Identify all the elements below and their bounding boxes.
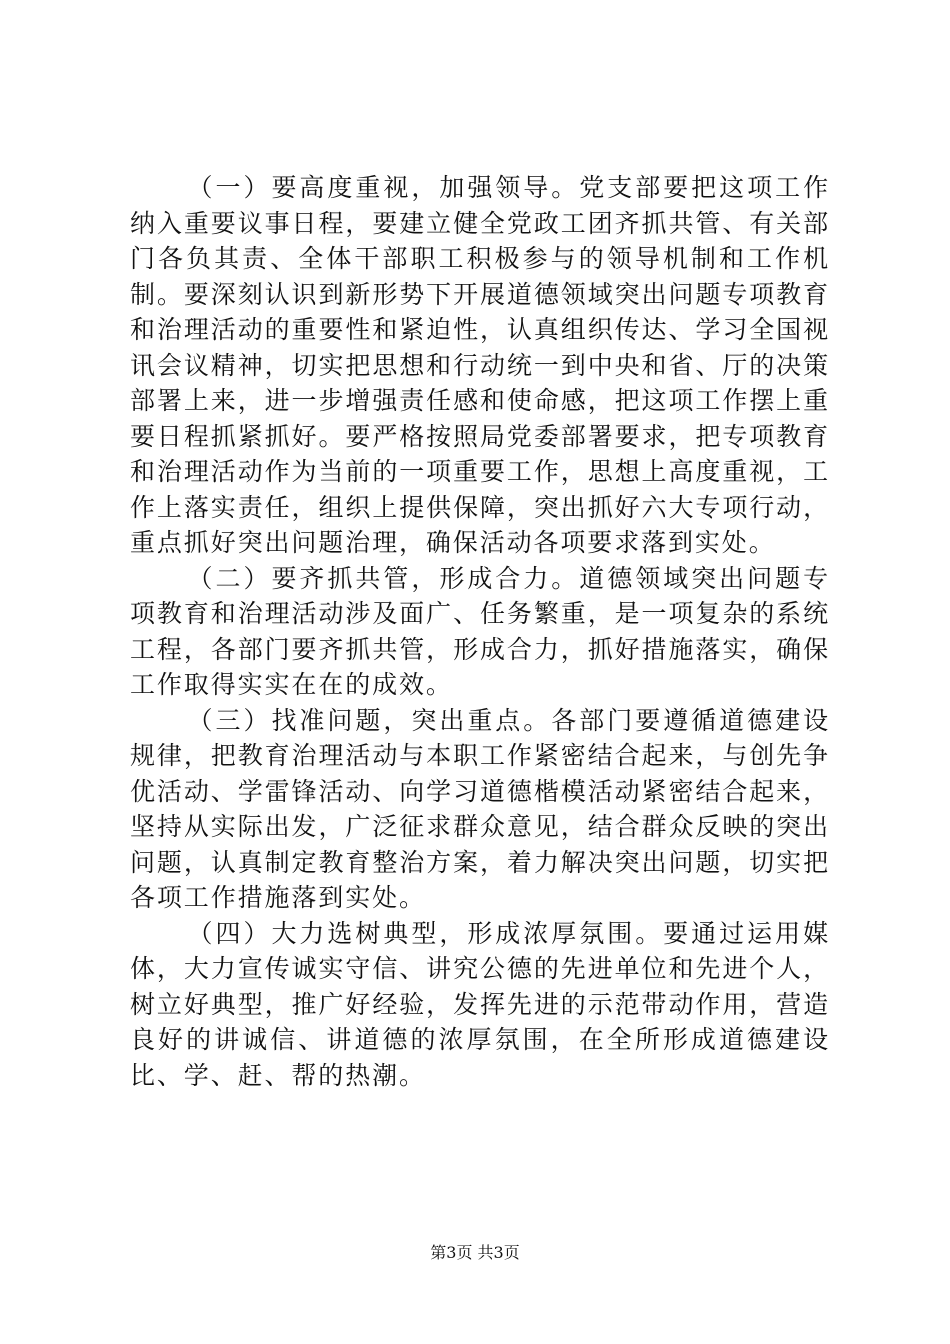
page-footer: 第3页 共3页 (430, 1243, 520, 1262)
paragraph-2: （二）要齐抓共管，形成合力。道德领域突出问题专项教育和治理活动涉及面广、任务繁重，是一项复杂的系统工程，各部门要齐抓共管，形成合力，抓好措施落实，确保工作取得实实在在的成效。 (130, 563, 830, 699)
paragraph-4: （四）大力选树典型，形成浓厚氛围。要通过运用媒体，大力宣传诚实守信、讲究公德的先进单位和先进个人，树立好典型，推广好经验，发挥先进的示范带动作用，营造良好的讲诚信、讲道德的浓厚氛围，在全所形成道德建设比、学、赶、帮的热潮。 (130, 918, 830, 1090)
document-body (130, 170, 830, 1093)
paragraph-3: （三）找准问题，突出重点。各部门要遵循道德建设规律，把教育治理活动与本职工作紧密结合起来，与创先争优活动、学雷锋活动、向学习道德楷模活动紧密结合起来，坚持从实际出发，广泛征求群众意见，结合群众反映的突出问题，认真制定教育整治方案，着力解决突出问题，切实把各项工作措施落到实处。 (130, 705, 830, 912)
paragraph-1: （一）要高度重视，加强领导。党支部要把这项工作纳入重要议事日程，要建立健全党政工团齐抓共管、有关部门各负其责、全体干部职工积极参与的领导机制和工作机制。要深刻认识到新形势下开展道德领域突出问题专项教育和治理活动的重要性和紧迫性，认真组织传达、学习全国视讯会议精神，切实把思想和行动统一到中央和省、厅的决策部署上来，进一步增强责任感和使命感，把这项工作摆上重要日程抓紧抓好。要严格按照局党委部署要求，把专项教育和治理活动作为当前的一项重要工作，思想上高度重视，工作上落实责任，组织上提供保障，突出抓好六大专项行动，重点抓好突出问题治理，确保活动各项要求落到实处。 (130, 173, 830, 557)
